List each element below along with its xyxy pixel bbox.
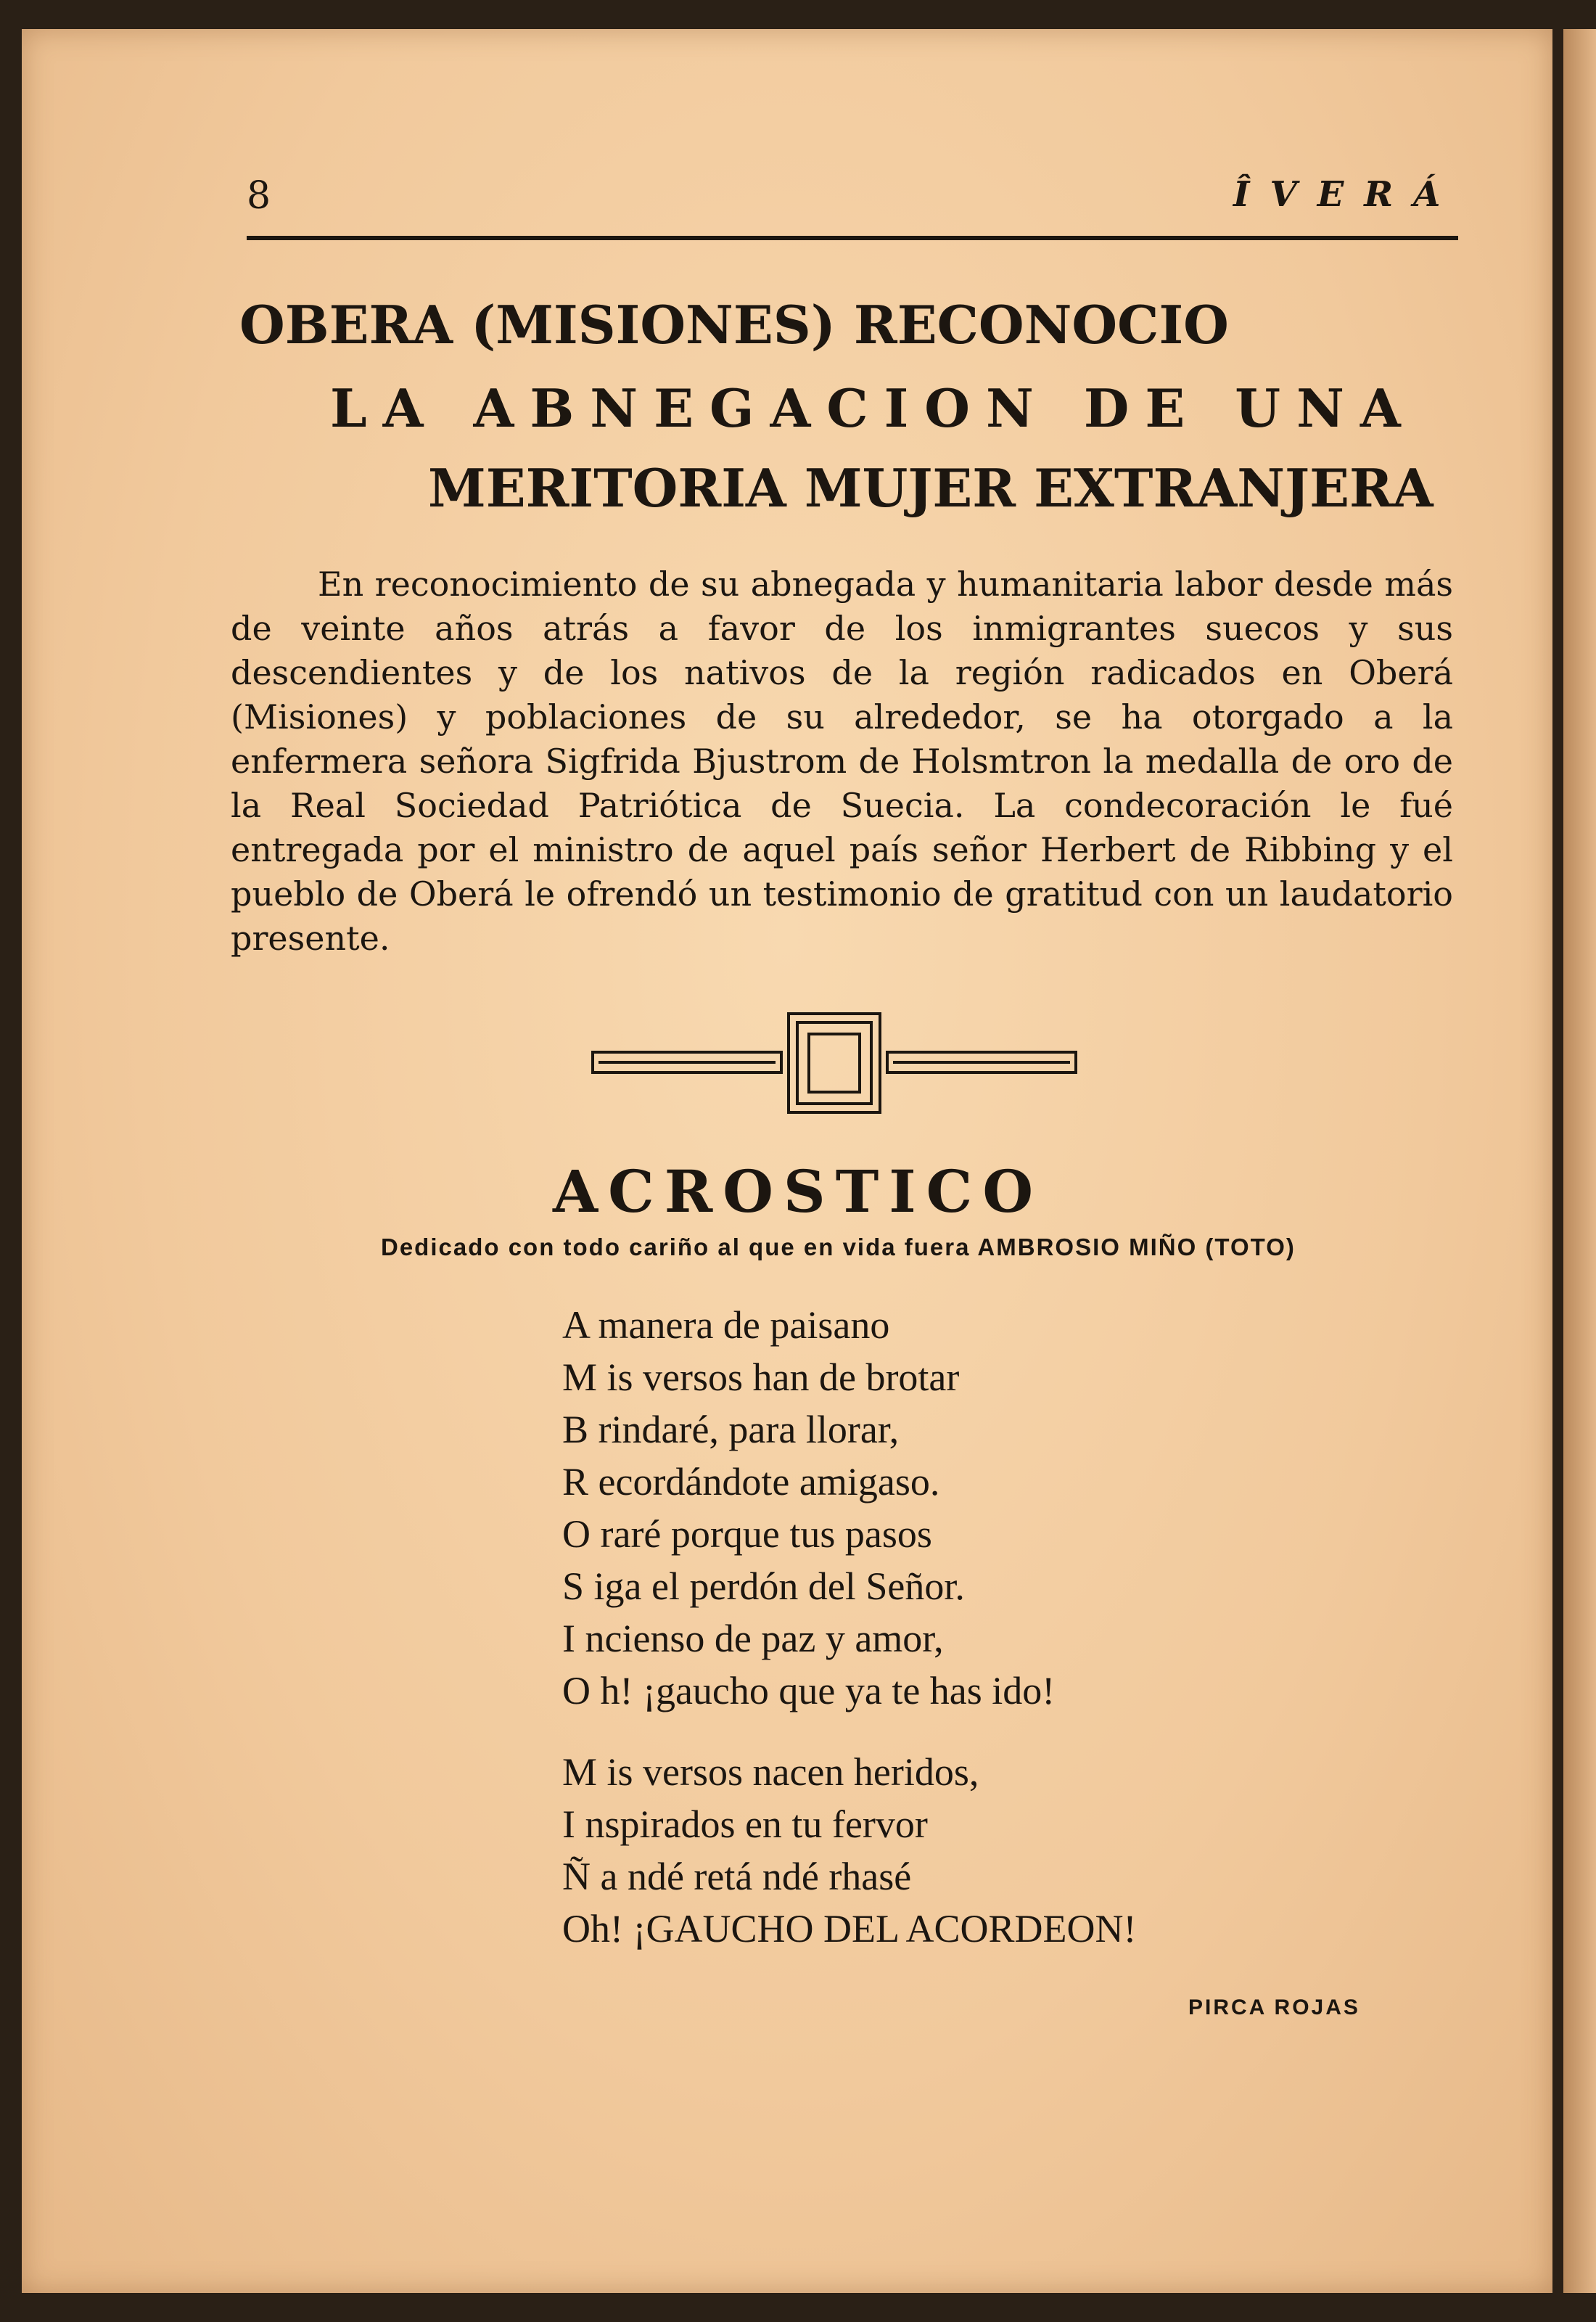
article-title-line-2: LA ABNEGACION DE UNA — [330, 377, 1417, 439]
poem-line: B rindaré, para llorar, — [562, 1408, 900, 1451]
poem-line: M is versos nacen heridos, — [562, 1750, 979, 1794]
stanza-1 — [562, 1299, 1136, 1717]
stanza-2 — [562, 1746, 1136, 1955]
poem-line: Oh! ¡GAUCHO DEL ACORDEON! — [562, 1907, 1137, 1950]
poem-line: R ecordándote amigaso. — [562, 1460, 940, 1503]
poem-line: I nspirados en tu fervor — [562, 1802, 928, 1846]
poem-dedication: Dedicado con todo cariño al que en vida fuera AMBROSIO MIÑO (TOTO) — [381, 1234, 1296, 1260]
poem — [562, 1299, 1136, 1984]
article-body: En reconocimiento de su abnegada y humanitaria labor desde más de veinte años atrás a favor de los inmigrantes suecos y sus descendientes y de los nativos de la región radicados en Oberá (Misiones) y poblaciones de su alrededor, se ha otorgado a la enfermera señora Sigfrida Bjustrom de Holsmtron la medalla de oro de la Real Sociedad Patriótica de Suecia. La condecoración le fué entregada por el ministro de aquel país señor Herbert de Ribbing y el pueblo de Oberá le ofrendó un testimonio de gratitud con un laudatorio presente. — [231, 565, 1453, 958]
poem-signature: PIRCA ROJAS — [1188, 1995, 1360, 2019]
poem-title: ACROSTICO — [553, 1157, 1043, 1226]
ornament-divider — [591, 1012, 1077, 1114]
poem-line: O raré porque tus pasos — [562, 1512, 932, 1556]
poem-line: O h! ¡gaucho que ya te has ido! — [562, 1669, 1056, 1712]
article-title-line-1: OBERA (MISIONES) RECONOCIO — [239, 294, 1229, 356]
poem-line: S iga el perdón del Señor. — [562, 1564, 965, 1608]
header-rule — [247, 236, 1458, 240]
poem-line: A manera de paisano — [562, 1303, 890, 1347]
poem-line: Ñ a ndé retá ndé rhasé — [562, 1855, 912, 1898]
poem-line: M is versos han de brotar — [562, 1355, 960, 1399]
page-number: 8 — [247, 174, 271, 218]
running-title: ÎVERÁ — [1233, 174, 1461, 215]
poem-line: I ncienso de paz y amor, — [562, 1617, 944, 1660]
article-title-line-3: MERITORIA MUJER EXTRANJERA — [428, 457, 1433, 519]
